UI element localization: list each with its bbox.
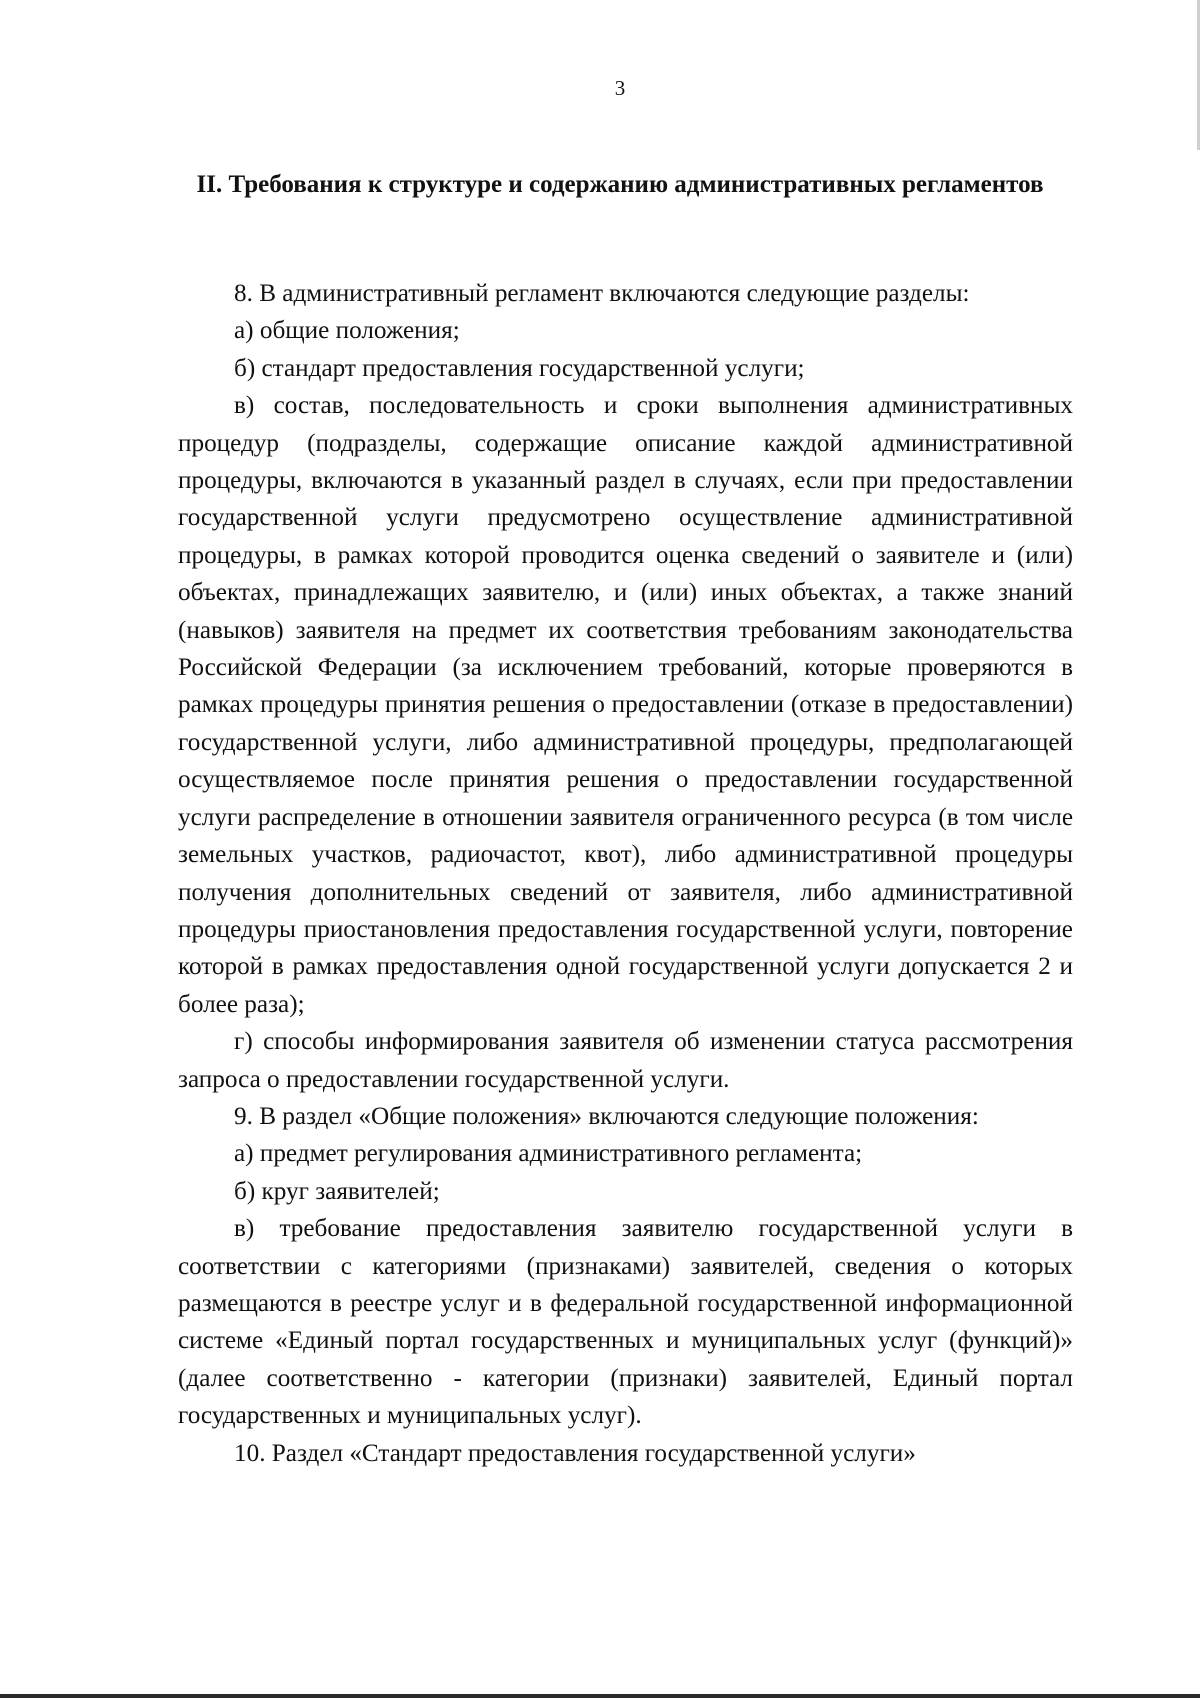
paragraph-8: 8. В административный регламент включаются следующие разделы: (234, 280, 970, 307)
paragraph-8-b: б) стандарт предоставления государственной услуги; (234, 354, 805, 382)
paragraph-10: 10. Раздел «Стандарт предоставления государственной услуги» (234, 1439, 916, 1467)
document-body (178, 275, 1073, 1472)
paragraph-9-b: б) круг заявителей; (234, 1177, 440, 1205)
paragraph-8-v: в) состав, последовательность и сроки выполнения административных процедур (подразделы, содержащие описание каждой административной процедуры, включаются в указанный раздел в случаях, если при предоставлении государственной услуги предусмотрено осуществление административной процедуры, в рамках которой проводится оценка сведений о заявителе и (или) объектах, принадлежащих заявителю, и (или) иных объектах, а также знаний (навыков) заявителя на предмет их соответствия требованиям законодательства Российской Федерации (за исключением требований, которые проверяются в рамках процедуры принятия решения о предоставлении (отказе в предоставлении) государственной услуги, либо административной процедуры, предполагающей осуществляемое после принятия решения о предоставлении государственной услуги распределение в отношении заявителя ограниченного ресурса (в том числе земельных участков, радиочастот, квот), либо административной процедуры получения дополнительных сведений от заявителя, либо административной процедуры приостановления предоставления государственной услуги, повторение которой в рамках предоставления одной государственной услуги допускается 2 и более раза); (178, 392, 1073, 1018)
page-number: 3 (614, 76, 626, 100)
paragraph-8-g: г) способы информирования заявителя об изменении статуса рассмотрения запроса о предоставлении государственной услуги. (178, 1028, 1073, 1093)
paragraph-9-v: в) требование предоставления заявителю государственной услуги в соответствии с категориями (признаками) заявителей, сведения о которых размещаются в реестре услуг и в федеральной государственной информационной системе «Единый портал государственных и муниципальных услуг (функций)» (далее соответственно - категории (признаки) заявителей, Единый портал государственных и муниципальных услуг). (178, 1215, 1073, 1430)
scan-edge-bottom (0, 1694, 1200, 1698)
paragraph-9-a: а) предмет регулирования административного регламента; (234, 1140, 863, 1168)
paragraph-8-a: а) общие положения; (234, 317, 460, 345)
paragraph-9: 9. В раздел «Общие положения» включаются следующие положения: (234, 1102, 979, 1130)
section-heading: II. Требования к структуре и содержанию административных регламентов (196, 171, 1044, 198)
